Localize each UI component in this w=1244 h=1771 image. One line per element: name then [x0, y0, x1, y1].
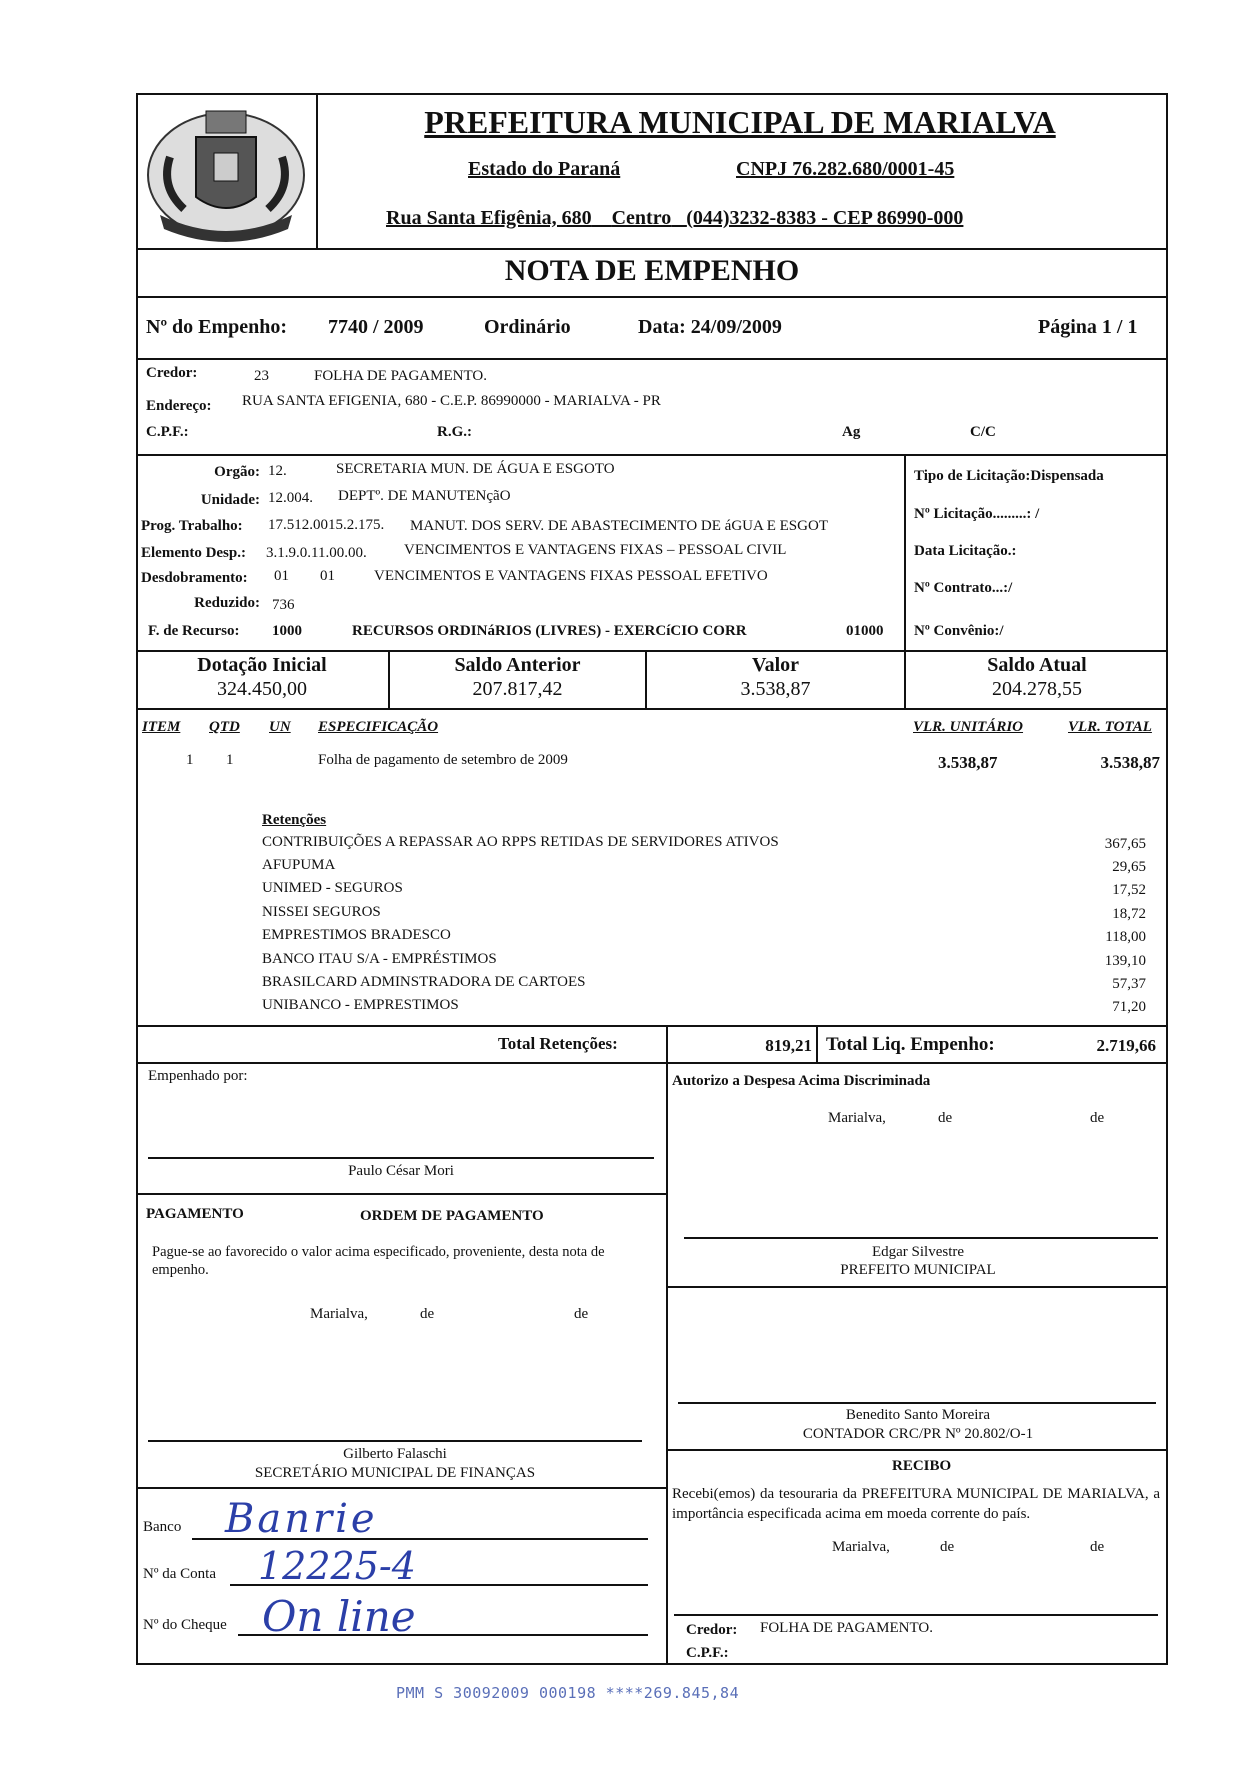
recibo-cpf-label: C.P.F.:: [686, 1645, 729, 1661]
doc-title: NOTA DE EMPENHO: [504, 254, 800, 287]
city-right: Marialva,: [828, 1110, 886, 1126]
retencao-value: 367,65: [1104, 836, 1146, 852]
orgao: SECRETARIA MUN. DE ÁGUA E ESGOTO: [336, 461, 615, 477]
retencao-value: 139,10: [1104, 953, 1146, 969]
de-right-1: de: [938, 1110, 953, 1126]
retencao-value: 29,65: [1112, 859, 1146, 875]
retencao-value: 18,72: [1112, 906, 1146, 922]
saldo-atual-label: Saldo Atual: [987, 654, 1087, 676]
elemento-code: 3.1.9.0.11.00.00.: [266, 545, 367, 561]
de-left-1: de: [420, 1306, 435, 1322]
item-desc: Folha de pagamento de setembro de 2009: [318, 752, 568, 768]
recibo-credor: FOLHA DE PAGAMENTO.: [760, 1620, 933, 1636]
signature-benedito-role: CONTADOR CRC/PR Nº 20.802/O-1: [802, 1426, 1034, 1442]
desdob-label: Desdobramento:: [141, 570, 248, 586]
elemento: VENCIMENTOS E VANTAGENS FIXAS – PESSOAL CIVIL: [404, 542, 787, 558]
payment-stamp: PMM S 30092009 000198 ****269.845,84: [396, 1684, 740, 1702]
convenio: Nº Convênio:/: [914, 623, 1004, 639]
recibo-text: Recebi(emos) da tesouraria da PREFEITURA MUNICIPAL DE MARIALVA, a importância especificada acima em moeda corrente do país.: [672, 1486, 1160, 1522]
col-unit: VLR. UNITÁRIO: [913, 719, 1024, 735]
conta-label: Nº da Conta: [143, 1566, 216, 1582]
autorizo-label: Autorizo a Despesa Acima Discriminada: [672, 1073, 931, 1089]
state-label: Estado do Paraná: [468, 158, 621, 180]
de-right-2: de: [1090, 1110, 1105, 1126]
banco-handwritten: Banrie: [225, 1496, 378, 1542]
retencao-desc: AFUPUMA: [262, 857, 336, 873]
retencao-desc: EMPRESTIMOS BRADESCO: [262, 927, 451, 943]
coat-of-arms-logo: [140, 97, 312, 247]
recurso-label: F. de Recurso:: [148, 623, 240, 639]
prog-code: 17.512.0015.2.175.: [268, 517, 385, 533]
empenhado-por-label: Empenhado por:: [148, 1068, 248, 1084]
total-liq-label: Total Liq. Empenho:: [826, 1034, 995, 1055]
reduzido: 736: [272, 597, 295, 613]
cheque-label: Nº do Cheque: [143, 1617, 227, 1633]
total-retencoes-label: Total Retenções:: [498, 1034, 618, 1053]
recibo-credor-label: Credor:: [686, 1622, 738, 1638]
endereco-label: Endereço:: [146, 398, 212, 414]
dotacao-label: Dotação Inicial: [197, 654, 327, 676]
recibo-de-1: de: [940, 1539, 955, 1555]
signature-line: [684, 1237, 1158, 1239]
cheque-handwritten: On line: [262, 1592, 416, 1641]
signature-benedito-name: Benedito Santo Moreira: [845, 1407, 991, 1423]
desdob: VENCIMENTOS E VANTAGENS FIXAS PESSOAL EFETIVO: [374, 568, 768, 584]
endereco: RUA SANTA EFIGENIA, 680 - C.E.P. 86990000 - MARIALVA - PR: [242, 393, 661, 409]
recurso: RECURSOS ORDINáRIOS (LIVRES) - EXERCíCIO CORR: [352, 623, 747, 639]
signature-paulo: Paulo César Mori: [348, 1163, 454, 1179]
col-item: ITEM: [142, 719, 181, 735]
banco-label: Banco: [143, 1519, 182, 1535]
orgao-label: Orgão:: [214, 464, 260, 480]
signature-gilberto-role: SECRETÁRIO MUNICIPAL DE FINANÇAS: [254, 1465, 536, 1481]
de-left-2: de: [574, 1306, 589, 1322]
retencao-desc: UNIMED - SEGUROS: [262, 880, 403, 896]
empenho-number-label: Nº do Empenho:: [146, 316, 288, 338]
phone-cep: (044)3232-8383 - CEP 86990-000: [686, 207, 964, 229]
saldo-anterior-value: 207.817,42: [472, 678, 563, 700]
retencao-desc: UNIBANCO - EMPRESTIMOS: [262, 997, 459, 1013]
recibo-de-2: de: [1090, 1539, 1105, 1555]
city-left: Marialva,: [310, 1306, 368, 1322]
unidade-label: Unidade:: [200, 492, 260, 508]
cpf-label: C.P.F.:: [146, 424, 189, 440]
page-number: Página 1 / 1: [1038, 316, 1138, 338]
orgao-code: 12.: [268, 463, 287, 479]
rg-label: R.G.:: [437, 424, 472, 440]
cc-label: C/C: [970, 424, 996, 440]
numero-licitacao: Nº Licitação.........: /: [914, 506, 1040, 522]
district: Centro: [611, 207, 672, 229]
prog: MANUT. DOS SERV. DE ABASTECIMENTO DE áGUA E ESGOT: [410, 518, 828, 534]
contrato: Nº Contrato...:/: [914, 580, 1013, 596]
desdob-code2: 01: [320, 568, 335, 584]
col-espec: ESPECIFICAÇÃO: [318, 719, 439, 735]
unidade: DEPTº. DE MANUTENçãO: [338, 488, 511, 504]
prog-label: Prog. Trabalho:: [141, 518, 243, 534]
credor-code: 23: [254, 368, 269, 384]
reduzido-label: Reduzido:: [194, 595, 260, 611]
total-retencoes-value: 819,21: [765, 1036, 812, 1055]
retencao-desc: CONTRIBUIÇÕES A REPASSAR AO RPPS RETIDAS DE SERVIDORES ATIVOS: [262, 834, 779, 850]
recurso-code2: 01000: [846, 623, 884, 639]
unidade-code: 12.004.: [268, 490, 313, 506]
item-number: 1: [186, 752, 194, 768]
dotacao-value: 324.450,00: [217, 678, 307, 700]
signature-line: [148, 1157, 654, 1159]
retencao-value: 57,37: [1112, 976, 1146, 992]
empenho-type: Ordinário: [484, 316, 571, 338]
data-licitacao: Data Licitação.:: [914, 543, 1017, 559]
empenho-number: 7740 / 2009: [328, 316, 424, 338]
signature-line: [148, 1440, 642, 1442]
saldo-atual-value: 204.278,55: [992, 678, 1082, 700]
retencao-desc: BANCO ITAU S/A - EMPRÉSTIMOS: [262, 951, 497, 967]
cnpj-label: CNPJ 76.282.680/0001-45: [736, 158, 955, 180]
pagamento-label: PAGAMENTO: [146, 1206, 244, 1222]
retencao-desc: BRASILCARD ADMINSTRADORA DE CARTOES: [262, 974, 586, 990]
total-liq-value: 2.719,66: [1096, 1036, 1156, 1055]
signature-line: [674, 1614, 1158, 1616]
col-total: VLR. TOTAL: [1068, 719, 1152, 735]
col-un: UN: [269, 719, 291, 735]
pague-se-text: Pague-se ao favorecido o valor acima especificado, proveniente, desta nota de empenho.: [152, 1244, 605, 1278]
address-label: [386, 207, 963, 230]
recibo-city: Marialva,: [832, 1539, 890, 1555]
retencao-value: 118,00: [1105, 929, 1146, 945]
retencao-value: 71,20: [1112, 999, 1146, 1015]
item-total: 3.538,87: [1100, 753, 1160, 772]
signature-edgar-name: Edgar Silvestre: [871, 1244, 965, 1260]
credor-name: FOLHA DE PAGAMENTO.: [314, 368, 487, 384]
desdob-code1: 01: [274, 568, 289, 584]
retencao-value: 17,52: [1112, 882, 1146, 898]
item-qtd: 1: [226, 752, 234, 768]
credor-label: Credor:: [146, 365, 198, 381]
valor-value: 3.538,87: [740, 678, 811, 700]
item-unit: 3.538,87: [938, 753, 998, 772]
col-qtd: QTD: [209, 719, 240, 735]
retencoes-title: Retenções: [262, 812, 327, 828]
recibo-title: RECIBO: [892, 1458, 952, 1474]
ag-label: Ag: [842, 424, 861, 440]
signature-line: [678, 1402, 1156, 1404]
street: Rua Santa Efigênia, 680: [386, 207, 592, 229]
saldo-anterior-label: Saldo Anterior: [454, 654, 581, 676]
tipo-licitacao: Tipo de Licitação:Dispensada: [914, 468, 1104, 484]
valor-label: Valor: [751, 654, 800, 676]
ordem-pagamento-label: ORDEM DE PAGAMENTO: [360, 1208, 544, 1224]
empenho-date: Data: 24/09/2009: [638, 316, 782, 338]
elemento-label: Elemento Desp.:: [141, 545, 246, 561]
recurso-code: 1000: [272, 623, 302, 639]
signature-gilberto-name: Gilberto Falaschi: [343, 1446, 447, 1462]
signature-edgar-role: PREFEITO MUNICIPAL: [840, 1262, 996, 1278]
conta-handwritten: 12225-4: [258, 1544, 416, 1588]
page-title: PREFEITURA MUNICIPAL DE MARIALVA: [424, 104, 1056, 140]
retencao-desc: NISSEI SEGUROS: [262, 904, 381, 920]
